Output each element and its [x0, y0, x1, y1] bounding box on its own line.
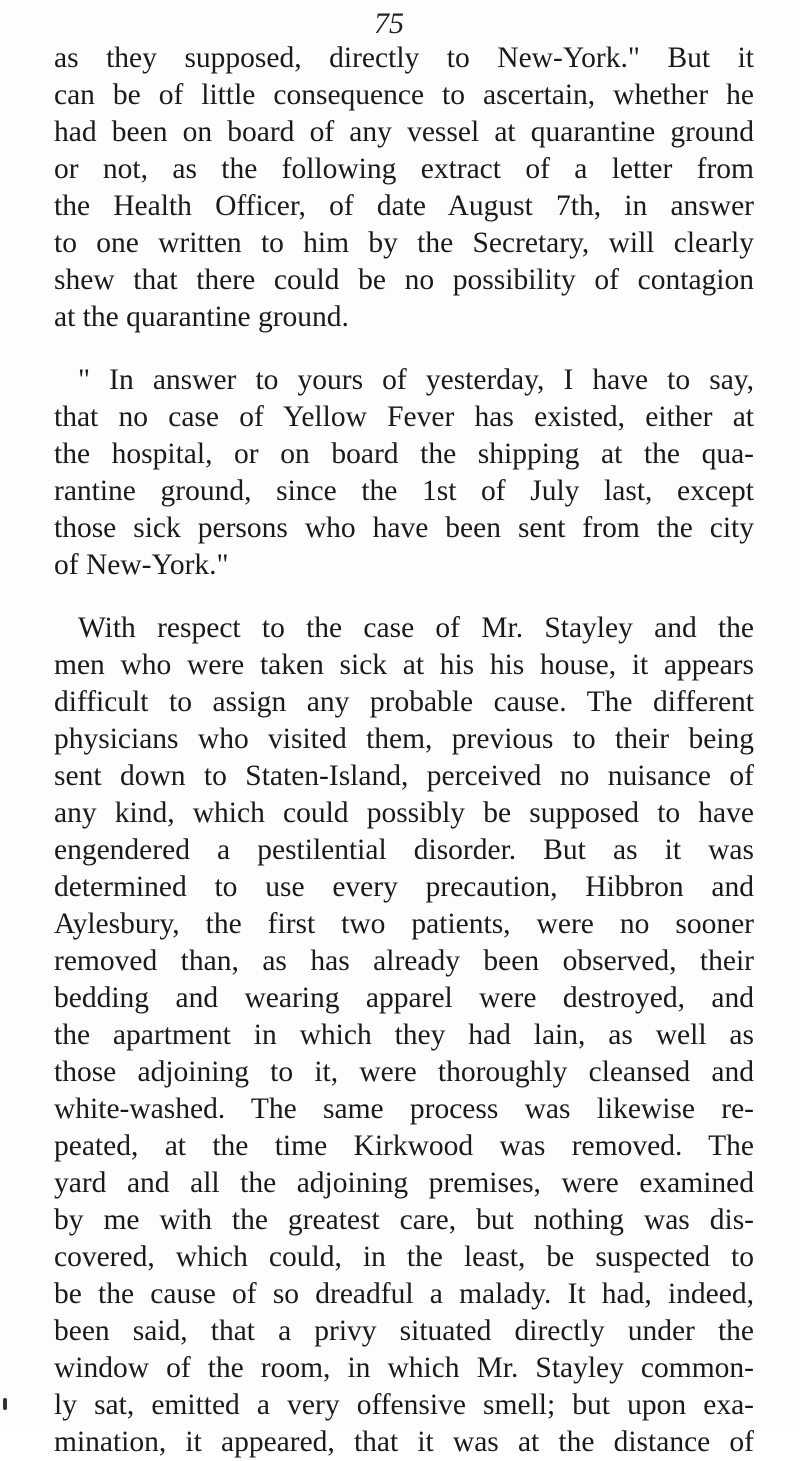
text-line: determined to use every precaution, Hibbron and — [54, 871, 754, 903]
text-line: shew that there could be no possibility of contagion — [54, 264, 754, 296]
text-line: " In answer to yours of yesterday, I have to say, — [78, 364, 754, 396]
text-line: to one written to him by the Secretary, will clearly — [54, 227, 754, 259]
text-line: difficult to assign any probable cause. The different — [54, 686, 754, 718]
text-line: the apartment in which they had lain, as well as — [54, 1019, 754, 1051]
text-line: sent down to Staten-Island, perceived no nuisance of — [54, 760, 754, 792]
text-line: of New-York." — [54, 549, 229, 581]
text-line: bedding and wearing apparel were destroyed, and — [54, 982, 754, 1014]
text-line: men who were taken sick at his his house, it appears — [54, 649, 754, 681]
text-line: or not, as the following extract of a letter from — [54, 153, 754, 185]
text-line: any kind, which could possibly be supposed to have — [54, 797, 754, 829]
text-line: Aylesbury, the first two patients, were no sooner — [54, 908, 754, 940]
text-line: can be of little consequence to ascertain, whether he — [54, 79, 754, 111]
margin-mark — [3, 1398, 7, 1410]
text-line: be the cause of so dreadful a malady. It had, indeed, — [54, 1278, 754, 1310]
text-line: rantine ground, since the 1st of July last, except — [54, 475, 754, 507]
text-line: white-washed. The same process was likewise re- — [54, 1093, 754, 1125]
text-line: mination, it appeared, that it was at the distance of — [54, 1426, 754, 1458]
text-line: physicians who visited them, previous to their being — [54, 723, 754, 755]
body-text — [54, 40, 754, 1461]
text-line: by me with the greatest care, but nothing was dis- — [54, 1204, 754, 1236]
text-line: ly sat, emitted a very offensive smell; but upon exa- — [54, 1389, 754, 1421]
text-line: covered, which could, in the least, be suspected to — [54, 1241, 754, 1273]
text-line: the Health Officer, of date August 7th, in answer — [54, 190, 754, 222]
paragraph-3 — [54, 610, 754, 1461]
page-number: 75 — [374, 7, 404, 40]
text-line: yard and all the adjoining premises, were examined — [54, 1167, 754, 1199]
text-line: peated, at the time Kirkwood was removed. The — [54, 1130, 754, 1162]
paragraph-1 — [54, 40, 754, 336]
text-line: engendered a pestilential disorder. But as it was — [54, 834, 754, 866]
text-line: that no case of Yellow Fever has existed, either at — [54, 401, 754, 433]
text-line: had been on board of any vessel at quarantine ground — [54, 116, 754, 148]
text-line: at the quarantine ground. — [54, 301, 349, 333]
text-line: those sick persons who have been sent from the city — [54, 512, 754, 544]
text-line: window of the room, in which Mr. Stayley common- — [54, 1352, 754, 1384]
text-line: those adjoining to it, were thoroughly cleansed and — [54, 1056, 754, 1088]
text-line: been said, that a privy situated directly under the — [54, 1315, 754, 1347]
text-line: With respect to the case of Mr. Stayley and the — [78, 612, 754, 644]
text-line: as they supposed, directly to New-York." But it — [54, 42, 754, 74]
paragraph-2-quote — [54, 362, 754, 584]
text-line: removed than, as has already been observed, their — [54, 945, 754, 977]
text-line: the hospital, or on board the shipping at the qua- — [54, 438, 754, 470]
